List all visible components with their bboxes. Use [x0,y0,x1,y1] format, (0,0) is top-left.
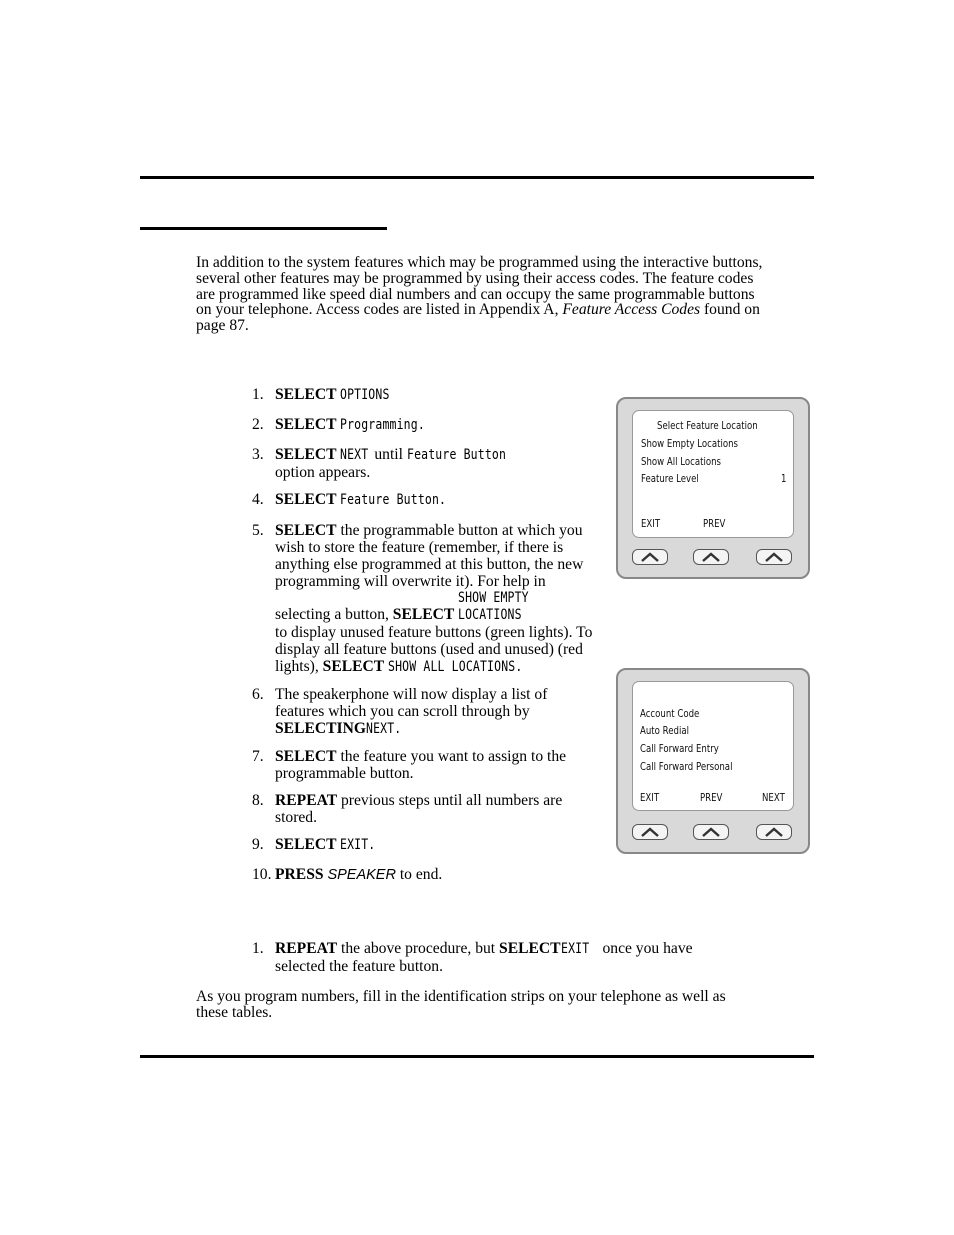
chevron-up-icon [765,552,783,562]
chevron-up-icon [702,827,720,837]
step-10: 10. PRESS SPEAKER to end. [252,866,443,883]
phone-display-1 [616,397,810,579]
softkey-1-middle[interactable] [693,549,729,565]
procedure-steps [252,386,597,894]
phone-display-2 [616,668,810,854]
display-line-1: Show Empty Locations [641,437,739,450]
softkey-2-middle[interactable] [693,824,729,840]
chevron-up-icon [641,552,659,562]
display-line-2: Auto Redial [640,724,689,737]
softkey-label-prev: PREV [700,791,723,804]
intro-paragraph: In addition to the system features which may be programmed using the interactive buttons, several other features may be programmed by using their access codes. The feature codes are programmed like speed dial numbers and can occupy the same programmable buttons on your telephone. Access codes are listed in Appendix A, Feature Access Codes found on page 87. [196,254,763,335]
softkeys-1 [630,549,796,567]
softkey-1-right[interactable] [756,549,792,565]
step-9: 9. SELECT EXIT. [252,836,376,853]
lcd-screen-2 [632,681,794,811]
display-line-1: Account Code [640,707,700,720]
step-1: 1. SELECT OPTIONS [252,386,390,403]
step-remove-1: 1. REPEAT the above procedure, but SELECTEXIT once you have selected the feature button. [252,940,693,975]
step-7: 7. SELECT the feature you want to assign to the programmable button. [252,748,567,782]
display-line-3: Feature Level [641,472,699,485]
softkey-label-exit: EXIT [641,517,661,530]
step-8: 8. REPEAT previous steps until all numbers are stored. [252,792,563,826]
section-rule [140,227,387,230]
step-3: 3. SELECT NEXT until Feature Button option appears. [252,446,506,481]
softkey-label-exit: EXIT [640,791,660,804]
display-line-3: Call Forward Entry [640,742,719,755]
display-line-3-value: 1 [781,472,787,485]
step-6: 6. The speakerphone will now display a list of features which you can scroll through by SELECTINGNEXT. [252,686,548,737]
softkey-2-left[interactable] [632,824,668,840]
display-line-2: Show All Locations [641,455,722,468]
softkey-2-right[interactable] [756,824,792,840]
display-title: Select Feature Location [657,419,758,432]
remove-procedure [252,940,722,985]
softkey-label-next: NEXT [762,791,785,804]
outro-paragraph: As you program numbers, fill in the identification strips on your telephone as well as these tables. [196,988,726,1021]
chevron-up-icon [765,827,783,837]
display-line-4: Call Forward Personal [640,760,733,773]
step-5: 5. SELECT the programmable button at which you wish to store the feature (remember, if there is anything else programmed at this button, the new programming will overwrite it). For help in selecting a button, SELECT SHOW EMPTY LOCATIONS to display unused feature buttons (green lights). To display all feature buttons (used and unused) (red lights), SELECT SHOW ALL LOCATIONS. [252,522,593,675]
chevron-up-icon [702,552,720,562]
step-2: 2. SELECT Programming. [252,416,426,433]
softkeys-2 [630,824,796,842]
step-4: 4. SELECT Feature Button. [252,491,447,508]
intro-italic: Feature Access Codes [562,301,701,319]
top-rule [140,176,814,179]
softkey-1-left[interactable] [632,549,668,565]
chevron-up-icon [641,827,659,837]
lcd-screen-1 [632,410,794,538]
softkey-label-prev: PREV [703,517,726,530]
bottom-rule [140,1055,814,1058]
